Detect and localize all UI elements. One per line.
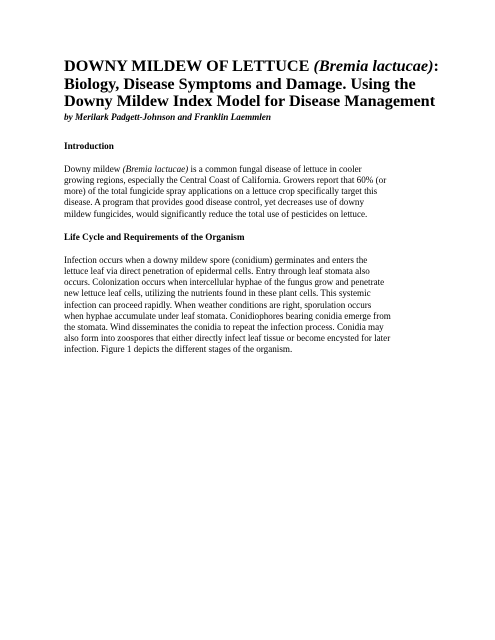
introduction-line: disease. A program that provides good disease control, yet decreases use of downy	[64, 197, 365, 208]
introduction-scientific-name: (Bremia lactucae)	[122, 163, 189, 174]
life-cycle-line: lettuce leaf via direct penetration of epidermal cells. Entry through leaf stomata also	[64, 266, 370, 276]
life-cycle-line: new lettuce leaf cells, utilizing the nutrients found in these plant cells. This systemic	[64, 288, 371, 299]
introduction-line-1-end: is a common fungal disease of lettuce in cooler	[188, 163, 362, 174]
introduction-paragraph	[64, 164, 444, 220]
document-title	[64, 58, 444, 111]
document-page	[64, 58, 444, 356]
title-colon: :	[433, 57, 439, 75]
life-cycle-line: Infection occurs when a downy mildew spore (conidium) germinates and enters the	[64, 254, 368, 265]
title-line-2: Biology, Disease Symptoms and Damage. Using the	[64, 74, 416, 93]
introduction-heading: Introduction	[64, 140, 114, 151]
life-cycle-line: also form into zoospores that either directly infect leaf tissue or become encysted for later	[64, 333, 391, 344]
life-cycle-heading: Life Cycle and Requirements of the Organism	[64, 231, 245, 242]
life-cycle-line: when hyphae accumulate under leaf stomata. Conidiophores bearing conidia emerge from	[64, 310, 391, 321]
life-cycle-line: infection can proceed rapidly. When weather conditions are right, sporulation occurs	[64, 299, 372, 310]
life-cycle-line: infection. Figure 1 depicts the different stages of the organism.	[64, 344, 293, 355]
introduction-line-1-start: Downy mildew	[64, 163, 123, 174]
title-scientific-name: (Bremia lactucae)	[313, 57, 434, 75]
title-line-3: Downy Mildew Index Model for Disease Management	[64, 92, 436, 111]
byline: by Merilark Padgett-Johnson and Franklin Laemmlen	[64, 111, 271, 122]
life-cycle-line: occurs. Colonization occurs when intercellular hyphae of the fungus grow and penetrate	[64, 277, 385, 288]
introduction-line: mildew fungicides, would significantly reduce the total use of pesticides on lettuce.	[64, 208, 368, 219]
introduction-line-1	[64, 164, 444, 175]
life-cycle-line: the stomata. Wind disseminates the conidia to repeat the infection process. Conidia may	[64, 322, 384, 333]
introduction-line: growing regions, especially the Central Coast of California. Growers report that 60% (or	[64, 174, 387, 185]
title-line-1	[64, 58, 444, 76]
life-cycle-paragraph	[64, 255, 444, 356]
introduction-line: more) of the total fungicide spray applications on a lettuce crop specifically target this	[64, 186, 378, 197]
title-part-1: DOWNY MILDEW OF LETTUCE	[64, 57, 314, 75]
